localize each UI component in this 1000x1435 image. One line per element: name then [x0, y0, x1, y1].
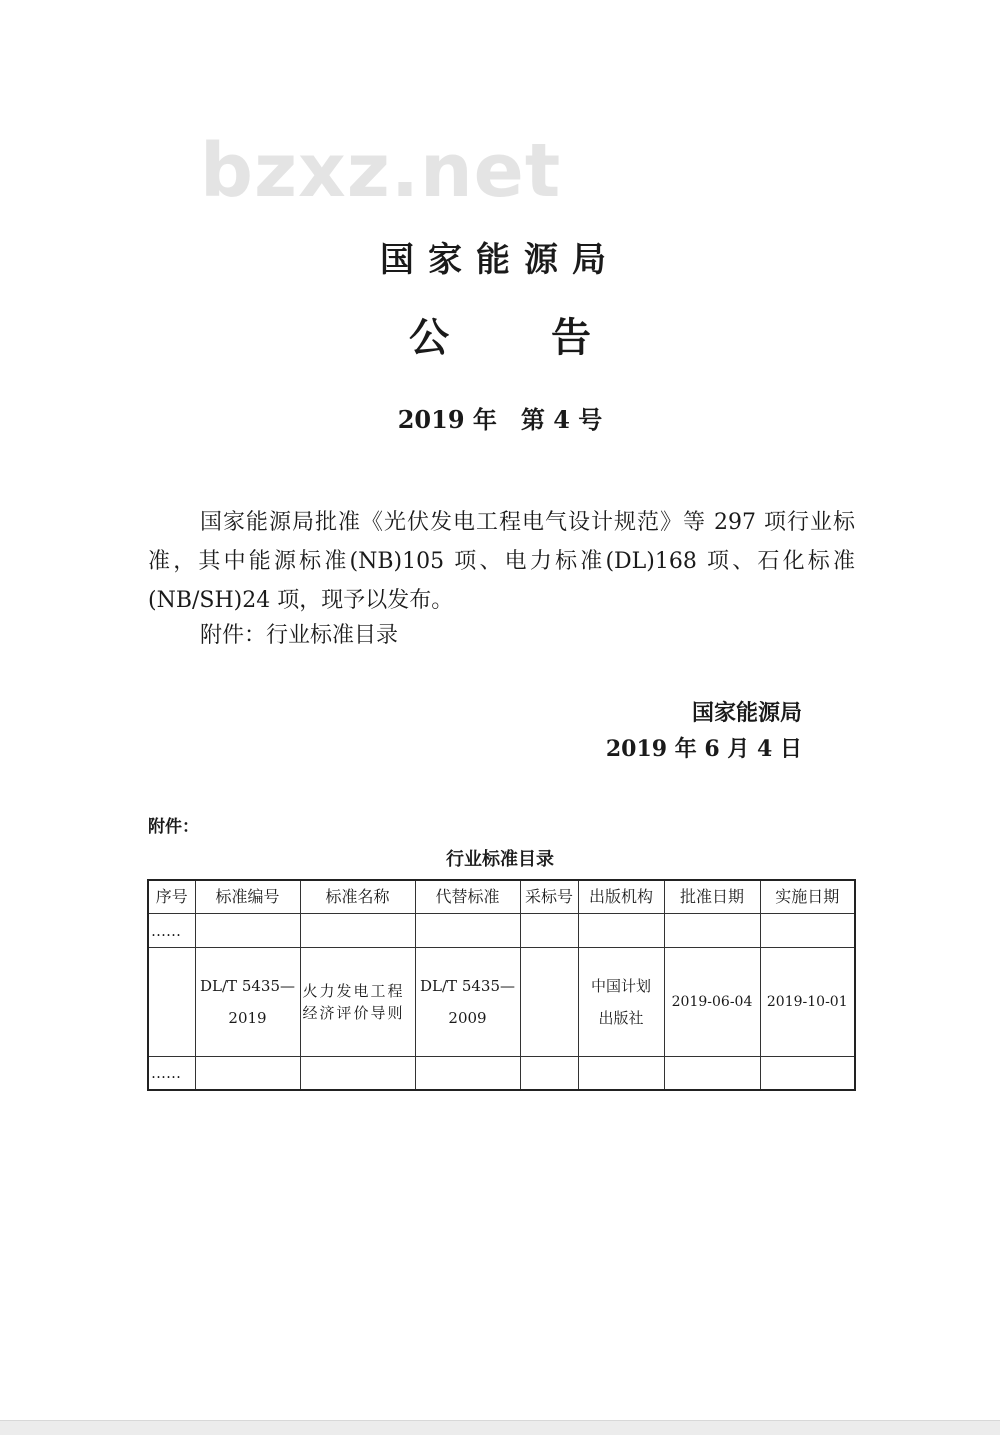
- standards-table: [147, 879, 856, 1091]
- column-header: 采标号: [520, 880, 578, 914]
- table-cell: [520, 1057, 578, 1090]
- table-cell: [195, 1057, 300, 1090]
- table-cell: [664, 1057, 760, 1090]
- table-cell: ……: [148, 1057, 195, 1090]
- table-cell: [195, 914, 300, 948]
- table-cell: [520, 948, 578, 1057]
- column-header: 标准名称: [300, 880, 415, 914]
- table-header-row: [148, 880, 855, 914]
- watermark: bzxz.net: [200, 128, 562, 214]
- table-cell: [520, 914, 578, 948]
- table-cell: 2019-10-01: [760, 948, 855, 1057]
- column-header: 序号: [148, 880, 195, 914]
- table-cell: [415, 1057, 520, 1090]
- table-cell: [300, 1057, 415, 1090]
- table-cell: [148, 948, 195, 1057]
- table-cell: DL/T 5435—2009: [415, 948, 520, 1057]
- column-header: 批准日期: [664, 880, 760, 914]
- table-cell: 中国计划出版社: [578, 948, 664, 1057]
- column-header: 标准编号: [195, 880, 300, 914]
- table-row: [148, 914, 855, 948]
- table-cell: [578, 1057, 664, 1090]
- table-cell: [415, 914, 520, 948]
- table-row: [148, 1057, 855, 1090]
- signature-date: 2019 年 6 月 4 日: [605, 736, 802, 762]
- signature-organization: 国家能源局: [691, 700, 802, 726]
- table-row: [148, 948, 855, 1057]
- bottom-edge: [0, 1420, 1000, 1435]
- table-cell: DL/T 5435—2019: [195, 948, 300, 1057]
- table-cell: [760, 914, 855, 948]
- table-cell: [578, 914, 664, 948]
- table-cell: [760, 1057, 855, 1090]
- document-type: 公 告: [409, 314, 635, 361]
- table-cell: ……: [148, 914, 195, 948]
- table-cell: [664, 914, 760, 948]
- signature-block: [606, 695, 802, 767]
- column-header: 出版机构: [578, 880, 664, 914]
- attachment-title: 行业标准目录: [446, 849, 554, 870]
- table-cell: 火力发电工程经济评价导则: [300, 948, 415, 1057]
- body-paragraph: 国家能源局批准《光伏发电工程电气设计规范》等 297 项行业标准，其中能源标准(NB)105 项、电力标准(DL)168 项、石化标准(NB/SH)24 项，现予以发布。: [148, 510, 855, 613]
- table-cell: [300, 914, 415, 948]
- attachment-label: 附件：: [148, 817, 199, 837]
- attachment-note: 附件：行业标准目录: [200, 623, 399, 648]
- issuing-organization: 国家能源局: [380, 240, 620, 280]
- table-cell: 2019-06-04: [664, 948, 760, 1057]
- column-header: 实施日期: [760, 880, 855, 914]
- column-header: 代替标准: [415, 880, 520, 914]
- announcement-number: 2019 年 第 4 号: [397, 405, 603, 434]
